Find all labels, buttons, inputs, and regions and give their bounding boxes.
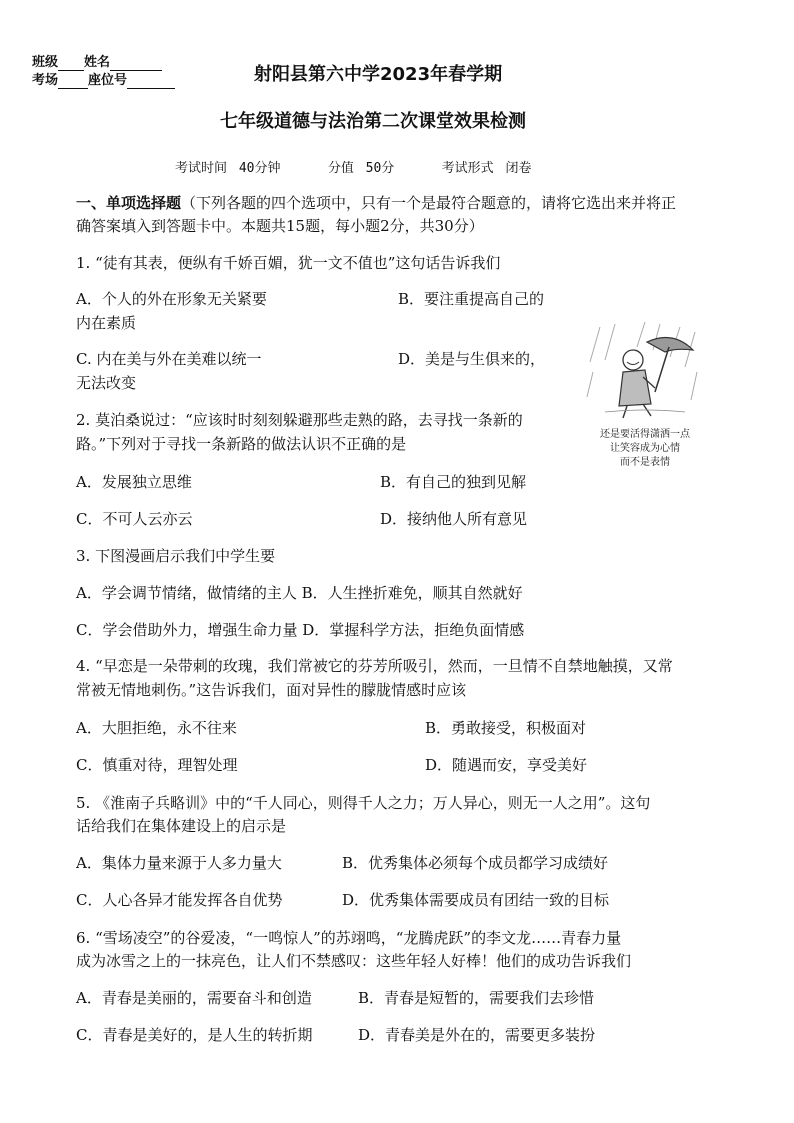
form-label: 考试形式 (441, 161, 494, 176)
seat-blank[interactable] (127, 75, 175, 89)
q2-stem-line1: 2. 莫泊桑说过：“应该时时刻刻躲避那些走熟的路，去寻找一条新的 (76, 411, 523, 429)
cartoon-caption-line3: 而不是表情 (620, 457, 670, 468)
q6-option-a[interactable]: A．青春是美丽的，需要奋斗和创造 (76, 989, 312, 1007)
q2-option-c[interactable]: C．不可人云亦云 (76, 510, 193, 528)
room-label: 考场 (32, 73, 59, 88)
q5-option-d[interactable]: D．优秀集体需要成员有团结一致的目标 (342, 891, 610, 909)
q5-stem-line2: 话给我们在集体建设上的启示是 (76, 817, 287, 835)
section-instruction-part1: （下列各题的四个选项中，只有一个是最符合题意的，请将它选出来并将正 (181, 194, 677, 212)
q1-option-a[interactable]: A．个人的外在形象无关紧要 (76, 290, 267, 308)
q4-option-a[interactable]: A．大胆拒绝，永不往来 (76, 719, 237, 737)
exam-meta (175, 157, 531, 176)
q6-option-b[interactable]: B．青春是短暂的，需要我们去珍惜 (358, 989, 595, 1007)
q5-option-a[interactable]: A．集体力量来源于人多力量大 (76, 854, 282, 872)
cartoon-caption-line2: 让笑容成为心情 (610, 443, 680, 454)
q1-stem: 1. “徒有其表，便纵有千娇百媚，犹一文不值也”这句话告诉我们 (76, 254, 501, 272)
q6-option-c[interactable]: C．青春是美好的，是人生的转折期 (76, 1026, 313, 1044)
q2-option-d[interactable]: D．接纳他人所有意见 (380, 510, 528, 528)
time-value: 40分钟 (238, 161, 281, 176)
q4-option-d[interactable]: D．随遇而安，享受美好 (425, 756, 588, 774)
school-title: 射阳县第六中学2023年春学期 (254, 64, 503, 85)
q4-option-b[interactable]: B．勇敢接受，积极面对 (425, 719, 587, 737)
name-blank[interactable] (110, 57, 162, 71)
q1-option-b[interactable]: B．要注重提高自己的 (398, 290, 545, 308)
q5-option-b[interactable]: B．优秀集体必须每个成员都学习成绩好 (342, 854, 609, 872)
q6-option-d[interactable]: D．青春美是外在的，需要更多装扮 (358, 1026, 596, 1044)
header-class-name-row (32, 55, 162, 71)
class-blank[interactable] (58, 57, 84, 71)
q2-option-a[interactable]: A．发展独立思维 (76, 473, 192, 491)
score-value: 50分 (365, 161, 395, 176)
q4-stem-line1: 4. “早恋是一朵带刺的玫瑰，我们常被它的芬芳所吸引，然而，一旦情不自禁地触摸，又常 (76, 657, 673, 675)
q1-option-d-continued: 无法改变 (76, 374, 137, 392)
time-label: 考试时间 (175, 161, 228, 176)
cartoon-caption-line1: 还是要活得潇洒一点 (600, 429, 690, 440)
q2-stem-line2: 路。”下列对于寻找一条新路的做法认识不正确的是 (76, 435, 407, 453)
q3-options-cd[interactable]: C．学会借助外力，增强生命力量 D．掌握科学方法，拒绝负面情感 (76, 621, 525, 639)
exam-title: 七年级道德与法治第二次课堂效果检测 (220, 111, 526, 132)
q6-stem-line1: 6. “雪场凌空”的谷爱凌，“一鸣惊人”的苏翊鸣，“龙腾虎跃”的李文龙……青春力量 (76, 929, 622, 947)
name-label: 姓名 (84, 55, 111, 70)
cartoon-drawing (585, 322, 705, 422)
form-value: 闭卷 (505, 161, 532, 176)
q3-stem: 3. 下图漫画启示我们中学生要 (76, 547, 276, 565)
q5-stem-line1: 5. 《淮南子兵略训》中的“千人同心，则得千人之力；万人异心，则无一人之用”。这句 (76, 794, 651, 812)
q4-option-c[interactable]: C．慎重对待，理智处理 (76, 756, 238, 774)
class-label: 班级 (32, 55, 59, 70)
cartoon-illustration (585, 322, 705, 472)
section-instruction-line1 (76, 191, 676, 216)
q5-option-c[interactable]: C．人心各异才能发挥各自优势 (76, 891, 283, 909)
score-label: 分值 (327, 161, 354, 176)
header-room-seat-row (32, 73, 175, 89)
seat-label: 座位号 (88, 73, 128, 88)
q1-option-d[interactable]: D．美是与生俱来的， (398, 350, 546, 368)
q2-option-b[interactable]: B．有自己的独到见解 (380, 473, 527, 491)
q1-option-c[interactable]: C. 内在美与外在美难以统一 (76, 350, 262, 368)
q4-stem-line2: 常被无情地刺伤。”这告诉我们，面对异性的朦胧情感时应该 (76, 681, 467, 699)
room-blank[interactable] (58, 75, 88, 89)
q6-stem-line2: 成为冰雪之上的一抹亮色，让人们不禁感叹：这些年轻人好棒！他们的成功告诉我们 (76, 952, 632, 970)
cartoon-caption (585, 428, 705, 470)
q3-options-ab[interactable]: A．学会调节情绪，做情绪的主人 B．人生挫折难免，顺其自然就好 (76, 584, 523, 602)
section-instruction-line2: 确答案填入到答题卡中。本题共15题，每小题2分，共30分） (76, 217, 484, 235)
q1-option-b-continued: 内在素质 (76, 314, 137, 332)
section-heading: 一、单项选择题 (76, 194, 182, 212)
